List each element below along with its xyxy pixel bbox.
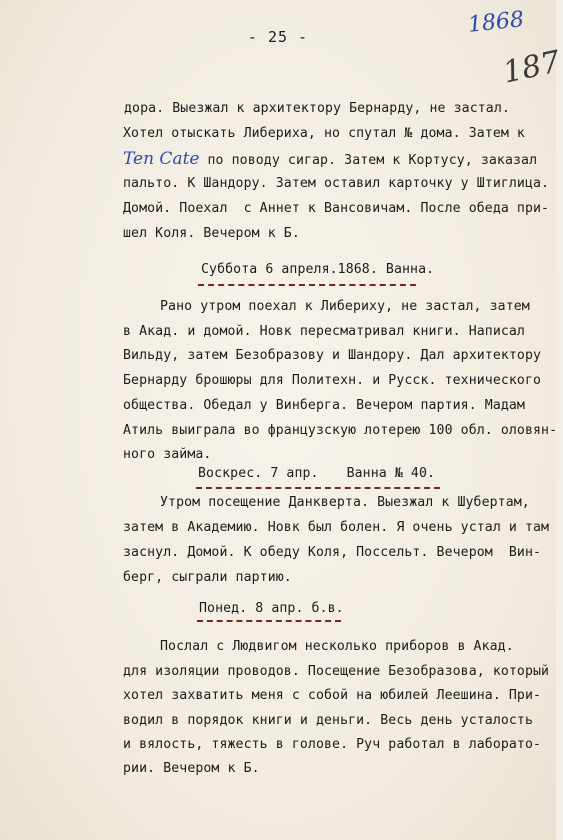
text-line: для изоляции проводов. Посещение Безобразова, который xyxy=(123,664,550,679)
text-line: дора. Выезжал к архитектору Бернарду, не застал. xyxy=(124,101,510,116)
text-line: общества. Обедал у Винберга. Вечером партия. Мадам xyxy=(123,398,525,413)
text-line: Ten Cate по поводу сигар. Затем к Кортусу, заказал xyxy=(123,149,538,169)
text-line: шел Коля. Вечером к Б. xyxy=(123,226,300,241)
text-line: рии. Вечером к Б. xyxy=(123,761,260,776)
heading-underline xyxy=(196,487,440,489)
heading-underline xyxy=(198,284,416,286)
text-line: берг, сыграли партию. xyxy=(123,570,292,585)
entry-heading: Воскрес. 7 апр. Ванна № 40. xyxy=(198,466,436,481)
handwritten-folio-number: 187 xyxy=(499,44,563,91)
text-line: Послал с Людвигом несколько приборов в Акад. xyxy=(160,639,514,654)
entry-heading: Понед. 8 апр. б.в. xyxy=(199,601,344,616)
text-line: заснул. Домой. К обеду Коля, Поссельт. Вечером Вин- xyxy=(123,545,542,560)
text-line: Хотел отыскать Либериха, но спутал № дома. Затем к xyxy=(123,126,525,141)
text-line: Бернарду брошюры для Политехн. и Русск. технического xyxy=(123,373,542,388)
text-line: в Акад. и домой. Новк пересматривал книги. Написал xyxy=(123,324,525,339)
text-line: Домой. Поехал с Аннет к Вансовичам. После обеда при- xyxy=(123,201,550,216)
text-line: хотел захватить меня с собой на юбилей Леешина. При- xyxy=(123,688,542,703)
text-line: пальто. К Шандору. Затем оставил карточку у Штиглица. xyxy=(123,176,550,191)
text-line: Утром посещение Данкверта. Выезжал к Шубертам, xyxy=(160,495,530,510)
entry-heading: Суббота 6 апреля.1868. Ванна. xyxy=(201,262,435,277)
text-line: Вильду, затем Безобразову и Шандору. Дал архитектору xyxy=(123,348,542,363)
text-line: затем в Академию. Новк был болен. Я очень устал и там xyxy=(123,520,550,535)
text-line: водил в порядок книги и деньги. Весь день усталость xyxy=(123,713,534,728)
handwritten-year-annotation: 1868 xyxy=(466,7,526,38)
page-number: - 25 - xyxy=(247,28,309,46)
text-line: и вялость, тяжесть в голове. Руч работал в лаборато- xyxy=(123,737,542,752)
text-line: Рано утром поехал к Либериху, не застал, затем xyxy=(160,299,530,314)
handwritten-insert: Ten Cate xyxy=(123,149,200,169)
text-line: ного займа. xyxy=(123,447,212,462)
heading-underline xyxy=(197,620,341,622)
text-line: Атиль выиграла во французскую лотерею 100 обл. оловян- xyxy=(123,423,558,438)
